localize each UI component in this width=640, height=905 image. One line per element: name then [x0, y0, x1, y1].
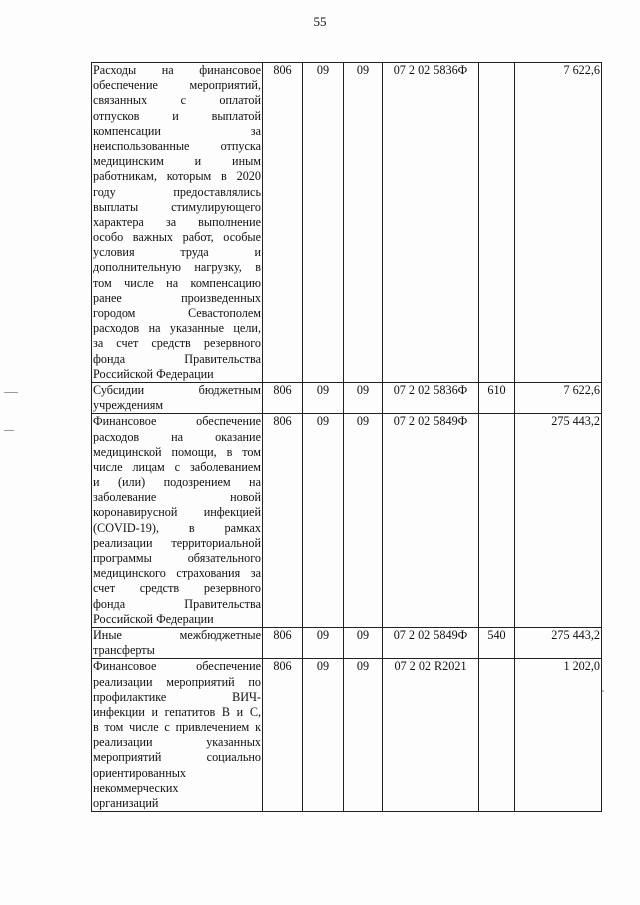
expense-type-code — [479, 414, 515, 628]
description-line: ориентированных — [93, 765, 187, 780]
subsection-code: 09 — [344, 382, 383, 413]
description-line: связанных с оплатой — [93, 93, 261, 108]
expense-description — [92, 63, 263, 383]
description-line: Российской Федерации — [93, 611, 214, 626]
section-code: 09 — [303, 63, 344, 383]
description-line: реализации территориальной — [93, 535, 261, 550]
page-number: 55 — [313, 14, 327, 29]
table-row — [92, 414, 602, 628]
description-line: отпусков и выплатой — [93, 108, 261, 123]
amount: 1 202,0 — [515, 659, 602, 812]
description-line: дополнительную нагрузку, в — [93, 260, 261, 275]
target-article-code: 07 2 02 R2021 — [383, 659, 479, 812]
expense-description — [92, 627, 263, 658]
ministry-code: 806 — [263, 382, 303, 413]
target-article-code: 07 2 02 5849Ф — [383, 627, 479, 658]
description-line: числе лицам с заболеванием — [93, 459, 261, 474]
subsection-code: 09 — [344, 659, 383, 812]
amount: 275 443,2 — [515, 627, 602, 658]
scan-edge-mark — [4, 430, 14, 431]
amount: 275 443,2 — [515, 414, 602, 628]
subsection-code: 09 — [344, 414, 383, 628]
description-line: и (или) подозрением на — [93, 475, 261, 490]
description-line: работникам, которым в 2020 — [93, 169, 261, 184]
description-line: коронавирусной инфекцией — [93, 505, 261, 520]
description-line: заболевание новой — [93, 490, 261, 505]
description-line: характера за выполнение — [93, 214, 261, 229]
description-line: профилактике ВИЧ- — [93, 689, 261, 704]
section-code: 09 — [303, 627, 344, 658]
scan-dot — [602, 690, 604, 692]
expense-type-code: 540 — [479, 627, 515, 658]
ministry-code: 806 — [263, 414, 303, 628]
description-line: неиспользованные отпуска — [93, 138, 261, 153]
expense-description — [92, 414, 263, 628]
description-line: выплаты стимулирующего — [93, 199, 261, 214]
description-line: в том числе с привлечением к — [93, 720, 261, 735]
description-line: программы обязательного — [93, 551, 261, 565]
scan-edge-mark — [4, 392, 18, 393]
description-line: медицинского страхования за — [93, 566, 261, 581]
target-article-code: 07 2 02 5836Ф — [383, 382, 479, 413]
table-row — [92, 627, 602, 658]
description-line: (COVID-19), в рамках — [93, 520, 261, 535]
table-row — [92, 382, 602, 413]
description-line: Финансовое обеспечение — [93, 659, 261, 674]
description-line: реализации указанных — [93, 735, 261, 750]
description-line: Финансовое обеспечение — [93, 414, 261, 429]
section-code: 09 — [303, 414, 344, 628]
description-line: особо важных работ, особые — [93, 230, 261, 245]
description-line: организаций — [93, 796, 159, 810]
description-line: расходов на оказание — [93, 429, 261, 444]
description-line: мероприятий социально — [93, 750, 261, 765]
description-line: Иные межбюджетные — [93, 627, 261, 642]
description-line: Субсидии бюджетным — [93, 382, 261, 397]
description-line: обеспечение мероприятий, — [93, 78, 261, 93]
target-article-code: 07 2 02 5849Ф — [383, 414, 479, 628]
description-line: году предоставлялись — [93, 184, 261, 199]
description-line: условия труда и — [93, 245, 261, 260]
description-line: фонда Правительства — [93, 596, 261, 611]
amount: 7 622,6 — [515, 63, 602, 383]
table-row — [92, 659, 602, 812]
description-line: медицинским и иным — [93, 154, 261, 169]
ministry-code: 806 — [263, 659, 303, 812]
description-line: некоммерческих — [93, 780, 179, 795]
description-line: счет средств резервного — [93, 581, 261, 596]
description-line: реализации мероприятий по — [93, 674, 261, 689]
expense-description — [92, 382, 263, 413]
description-line: компенсации за — [93, 123, 261, 138]
description-line: Российской Федерации — [93, 366, 214, 381]
expense-type-code — [479, 63, 515, 383]
ministry-code: 806 — [263, 63, 303, 383]
subsection-code: 09 — [344, 627, 383, 658]
description-line: учреждениям — [93, 398, 164, 413]
budget-table — [91, 62, 602, 812]
description-line: медицинской помощи, в том — [93, 444, 261, 459]
table-row — [92, 63, 602, 383]
section-code: 09 — [303, 659, 344, 812]
section-code: 09 — [303, 382, 344, 413]
description-line: трансферты — [93, 643, 155, 658]
description-line: расходов на указанные цели, — [93, 321, 261, 336]
description-line: ранее произведенных — [93, 290, 261, 305]
description-line: фонда Правительства — [93, 351, 261, 366]
expense-type-code: 610 — [479, 382, 515, 413]
target-article-code: 07 2 02 5836Ф — [383, 63, 479, 383]
expense-type-code — [479, 659, 515, 812]
ministry-code: 806 — [263, 627, 303, 658]
expense-description — [92, 659, 263, 812]
description-line: городом Севастополем — [93, 306, 261, 320]
description-line: Расходы на финансовое — [93, 63, 261, 77]
description-line: том числе на компенсацию — [93, 275, 261, 290]
description-line: инфекции и гепатитов В и С, — [93, 704, 261, 719]
description-line: за счет средств резервного — [93, 336, 261, 351]
subsection-code: 09 — [344, 63, 383, 383]
amount: 7 622,6 — [515, 382, 602, 413]
